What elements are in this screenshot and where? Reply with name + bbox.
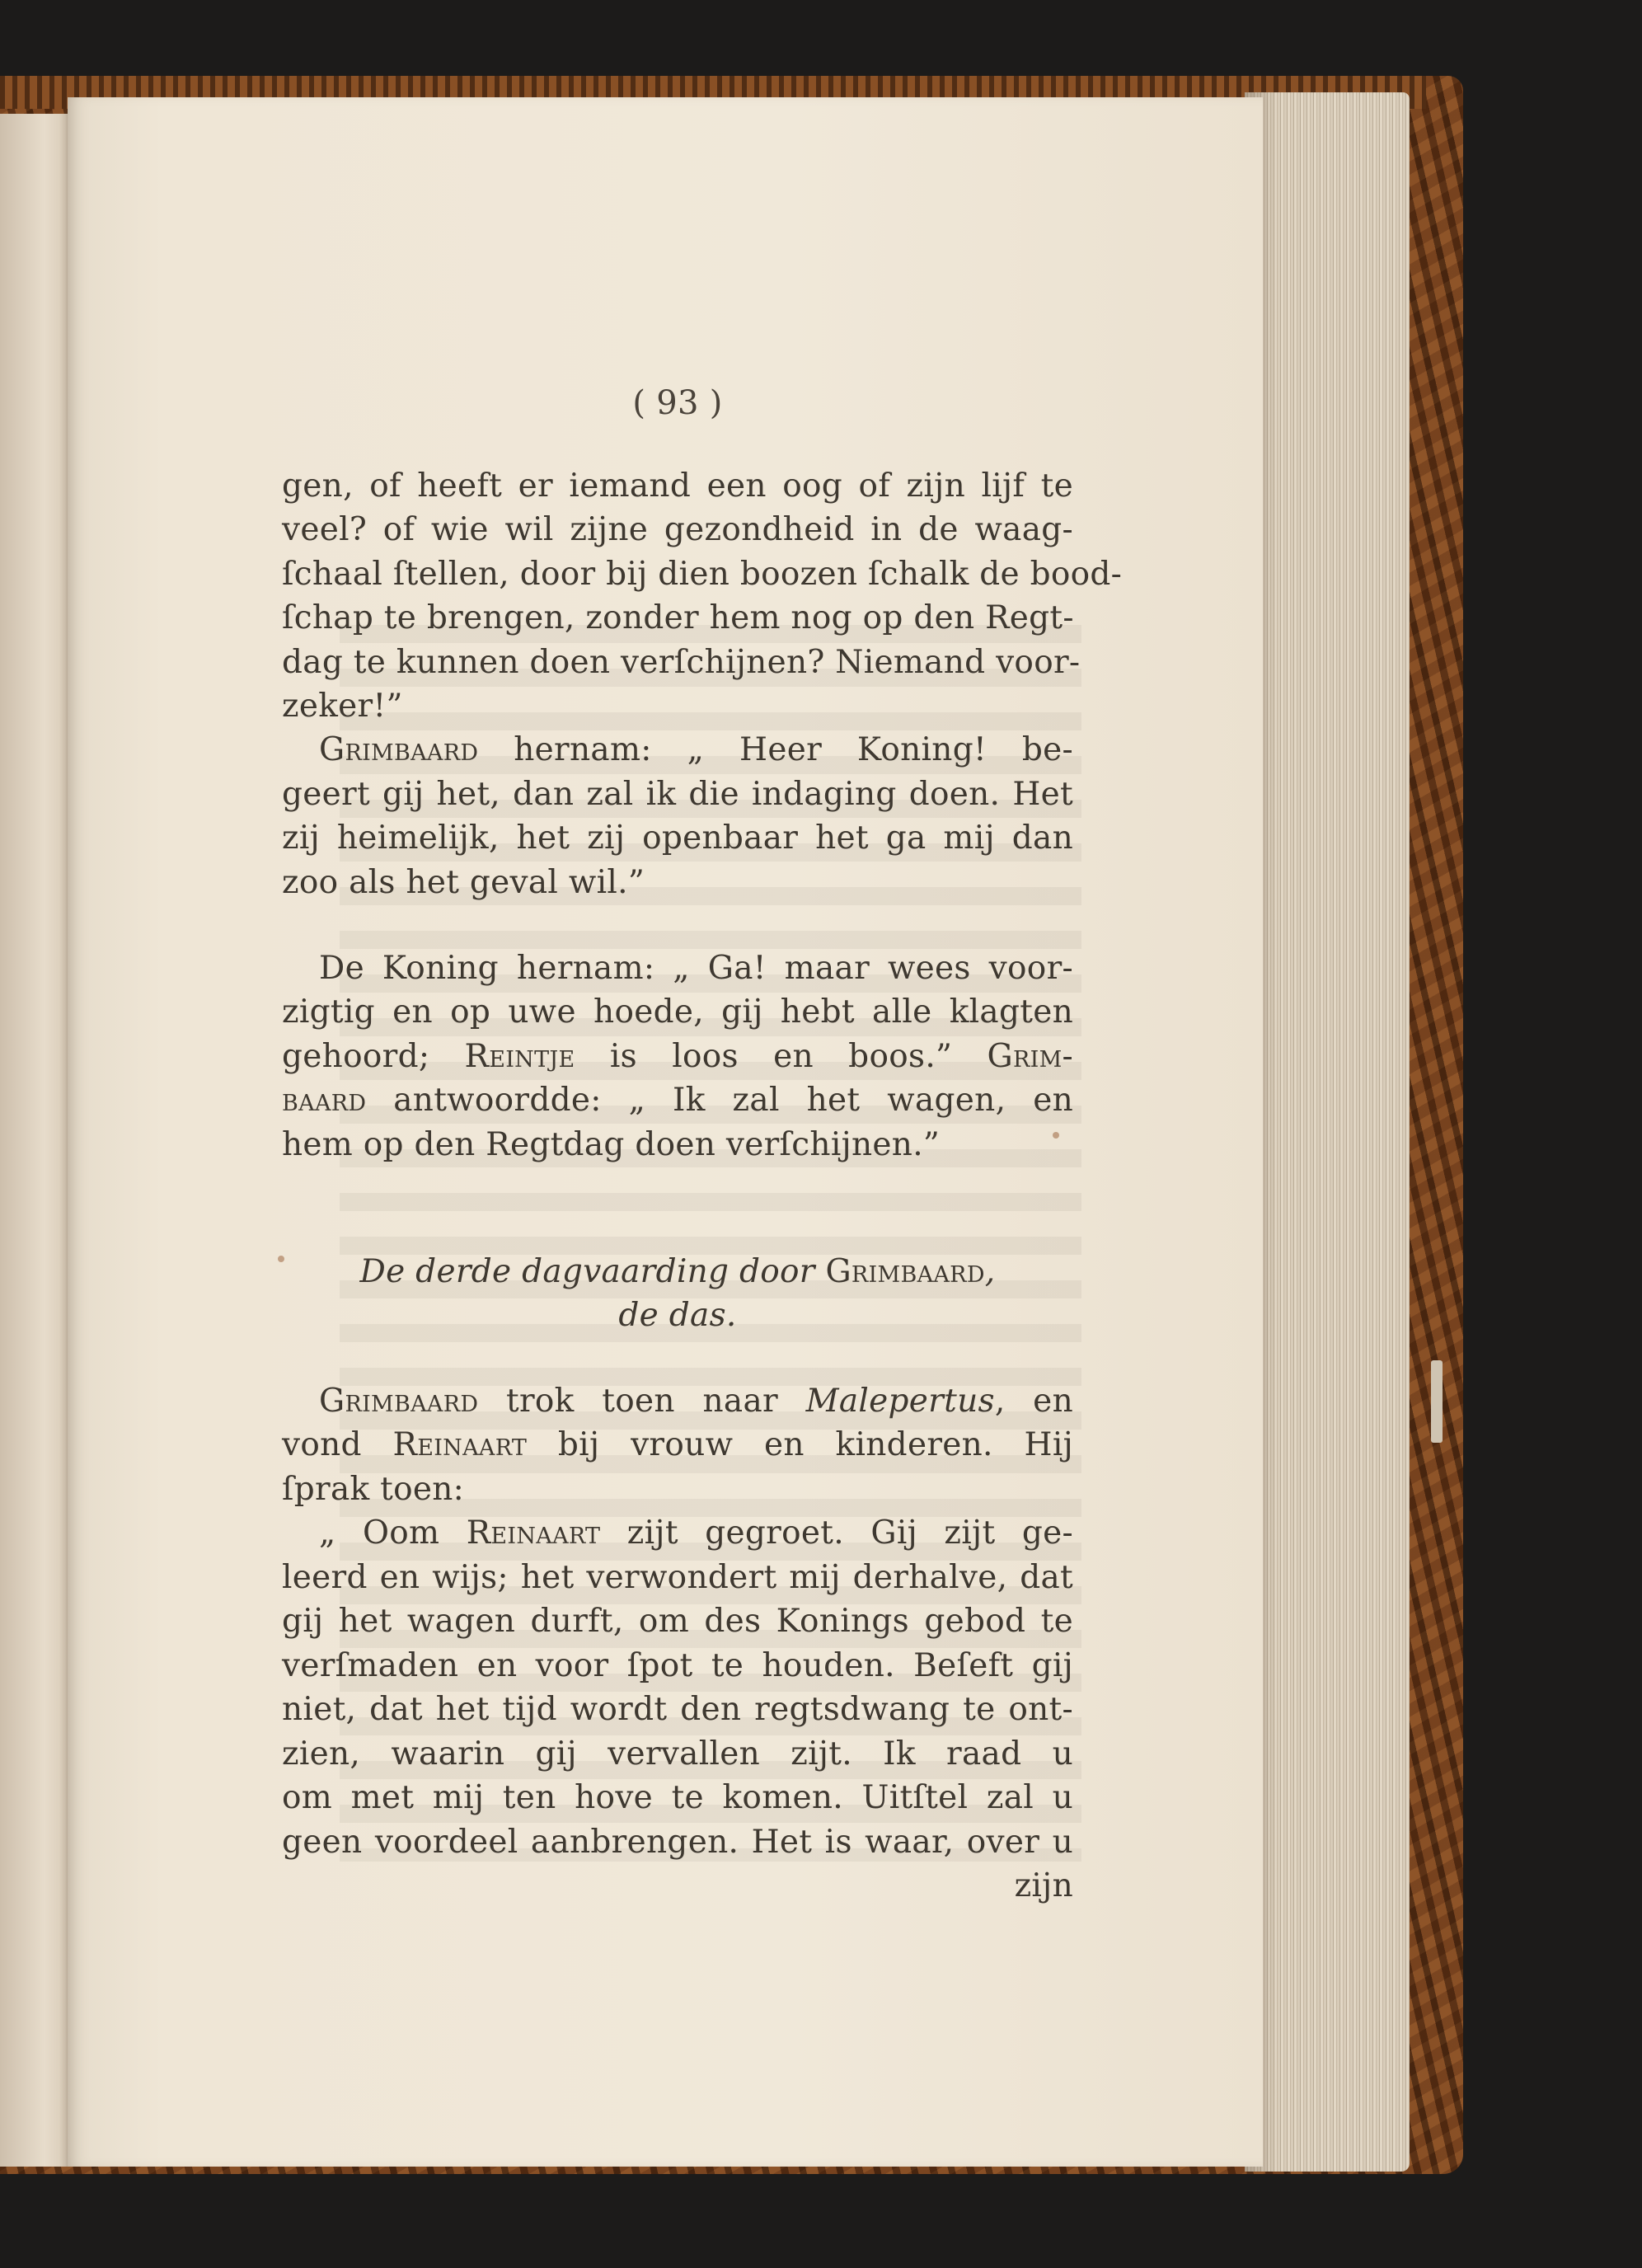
text-line [282, 1035, 1073, 1078]
text-span: , [984, 1253, 996, 1290]
text-line [282, 1078, 1073, 1122]
character-name: Grim- [987, 1038, 1074, 1075]
character-name: Reintje [464, 1038, 575, 1075]
text-line: leerd en wijs; het verwondert mij derhalve, dat [282, 1559, 1073, 1596]
text-line: verſmaden en voor ſpot te houden. Beſeft gij [282, 1647, 1073, 1684]
character-name: baard [282, 1082, 367, 1119]
character-name: Grimbaard [825, 1253, 985, 1290]
text-span: gehoord; [282, 1038, 465, 1075]
text-span: , en [994, 1383, 1073, 1420]
text-line: zigtig en op uwe hoede, gij hebt alle klagten [282, 993, 1073, 1031]
section-heading [282, 1250, 1073, 1294]
text-line: dag te kunnen doen verſchijnen? Niemand voor- [282, 644, 1081, 681]
text-line: niet, dat het tijd wordt den regtsdwang te ont- [282, 1691, 1073, 1728]
character-name: Reinaart [392, 1426, 528, 1463]
text-line: De Koning hernam: „ Ga! maar wees voor- [319, 950, 1073, 987]
text-span: antwoordde: „ Ik zal het wagen, en [366, 1082, 1073, 1119]
catchword: zijn [1014, 1867, 1073, 1904]
text-line [282, 1379, 1073, 1423]
text-line: zoo als het geval wil.” [282, 864, 645, 901]
character-name: Grimbaard [319, 1383, 479, 1420]
text-line: gen, of heeft er iemand een oog of zijn lijf te [282, 467, 1073, 505]
text-line: zeker!” [282, 688, 403, 725]
text-span: hernam: „ Heer Koning! be- [478, 731, 1073, 768]
text-line: gij het wagen durft, om des Konings gebod te [282, 1603, 1073, 1640]
text-line [282, 728, 1073, 772]
text-line: om met mij ten hove te komen. Uitſtel zal u [282, 1779, 1073, 1816]
text-line: veel? of wie wil zijne gezondheid in de waag- [282, 511, 1073, 548]
text-line: hem op den Regtdag doen verſchijnen.” [282, 1126, 941, 1163]
text-span: bij vrouw en kinderen. Hij [527, 1426, 1073, 1463]
section-heading-line-2: de das. [618, 1297, 737, 1334]
text-line: geen voordeel aanbrengen. Het is waar, over u [282, 1824, 1073, 1861]
text-span: vond [282, 1426, 393, 1463]
character-name: Reinaart [466, 1514, 601, 1552]
text-span: is loos en boos.” [575, 1038, 988, 1075]
text-line [282, 1423, 1073, 1467]
text-line [282, 1511, 1073, 1555]
text-span: „ Oom [319, 1514, 467, 1552]
character-name: Grimbaard [319, 731, 479, 768]
text-span: De derde dagvaarding door [359, 1253, 826, 1290]
page-number: ( 93 ) [632, 384, 723, 422]
text-span: trok toen naar [478, 1383, 806, 1420]
page-tab [1431, 1360, 1443, 1443]
text-line: zij heimelijk, het zij openbaar het ga mij dan [282, 819, 1073, 857]
text-line: ſprak toen: [282, 1471, 465, 1508]
book-page [68, 97, 1263, 2167]
text-line: geert gij het, dan zal ik die indaging doen. Het [282, 776, 1073, 813]
text-line: zien, waarin gij vervallen zijt. Ik raad u [282, 1735, 1073, 1773]
text-line: ſchap te brengen, zonder hem nog op den Regt- [282, 599, 1074, 636]
place-name: Malepertus [805, 1383, 995, 1420]
text-span: zijt gegroet. Gij zijt ge- [600, 1514, 1073, 1552]
text-line: ſchaal ſtellen, door bij dien boozen ſchalk de bood- [282, 556, 1123, 593]
